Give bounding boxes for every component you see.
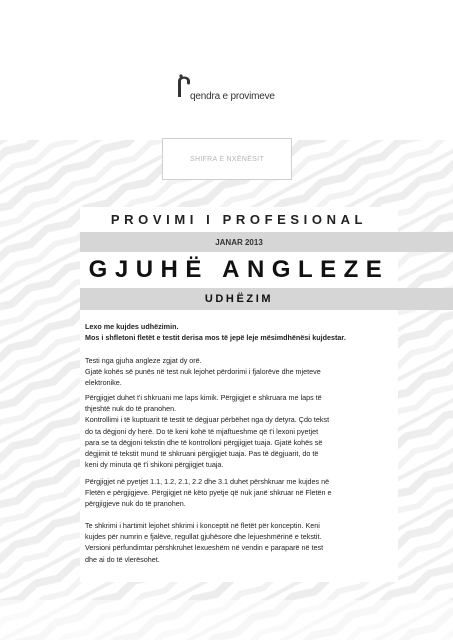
instruction-line: elektronike.	[85, 378, 122, 388]
instruction-line: thjeshtë nuk do të pranohen.	[85, 404, 177, 414]
instruction-line: Lexo me kujdes udhëzimin.	[85, 322, 179, 331]
instruction-line: përgjigjeve nuk do të pranohen.	[85, 499, 186, 509]
instruction-line: dëgjimit të tekstit mund të shkruani përgjigjet tuaja. Pas të dëgjuarit, do të	[85, 449, 319, 459]
instruction-line: dhe ai do të vlerësohet.	[85, 554, 160, 564]
qendra-e-provimeve-logo	[176, 73, 326, 109]
section-heading: UDHËZIM	[204, 293, 274, 305]
paragraph-duration	[85, 355, 375, 389]
instruction-line: Përgjigjet në pyetjet 1.1, 1.2, 2.1, 2.2 dhe 3.1 duhet përshkruar me kujdes në	[85, 477, 330, 486]
logo-text: qendra e provimeve	[190, 91, 275, 102]
paragraph-writing	[85, 520, 375, 565]
instruction-line: Testi nga gjuha angleze zgjat dy orë.	[85, 356, 202, 365]
paragraph-listening	[85, 392, 375, 470]
instruction-line: Te shkrimi i hartimit lejohet shkrimi i konceptit në fletët për konceptin. Keni	[85, 521, 320, 530]
instruction-line: kujdes për numrin e fjalëve, regullat gjuhësore dhe lejueshmërinë e tekstit.	[85, 532, 322, 542]
intro-instructions	[85, 321, 375, 343]
paragraph-answer-sheet	[85, 476, 375, 510]
instruction-line: Gjatë kohës së punës në test nuk lejohet përdorimi i fjalorëve dhe mjeteve	[85, 367, 321, 377]
instruction-line: para se ta dëgjoni tekstin dhe të kontrolloni përgjigjet tuaja. Gjatë kohës së	[85, 437, 323, 447]
student-id-box: SHIFRA E NXËNËSIT	[162, 138, 292, 180]
instruction-line: keni dy minuta që t'i shikoni përgjigjet tuaja.	[85, 460, 224, 470]
exam-title: PROVIMI I PROFESIONAL	[110, 212, 368, 227]
instruction-line: Versioni përfundimtar përshkruhet lexueshëm në vendin e paraparë në test	[85, 543, 324, 553]
instruction-line: Përgjigjet duhet t'i shkruani me laps kimik. Përgjigjet e shkruara me laps të	[85, 393, 322, 402]
instruction-line: Kontrollimi i të kuptuarit të testit të dëgjuar përbëhet nga dy detyra. Çdo tekst	[85, 415, 330, 425]
instruction-line: Mos i shfletoni fletët e testit derisa mos të jepë leje mësimdhënësi kujdestar.	[85, 333, 346, 343]
exam-session: JANAR 2013	[215, 237, 263, 247]
instruction-line: do ta dëgjoni dy herë. Do të keni kohë të mjaftueshme që t'i lexoni pyetjet	[85, 426, 319, 436]
instruction-line: Fletën e përgjigjeve. Përgjigjet në këto pyetje që nuk janë shkruar në Fletën e	[85, 488, 332, 498]
exam-subject: GJUHË ANGLEZE	[88, 256, 390, 283]
